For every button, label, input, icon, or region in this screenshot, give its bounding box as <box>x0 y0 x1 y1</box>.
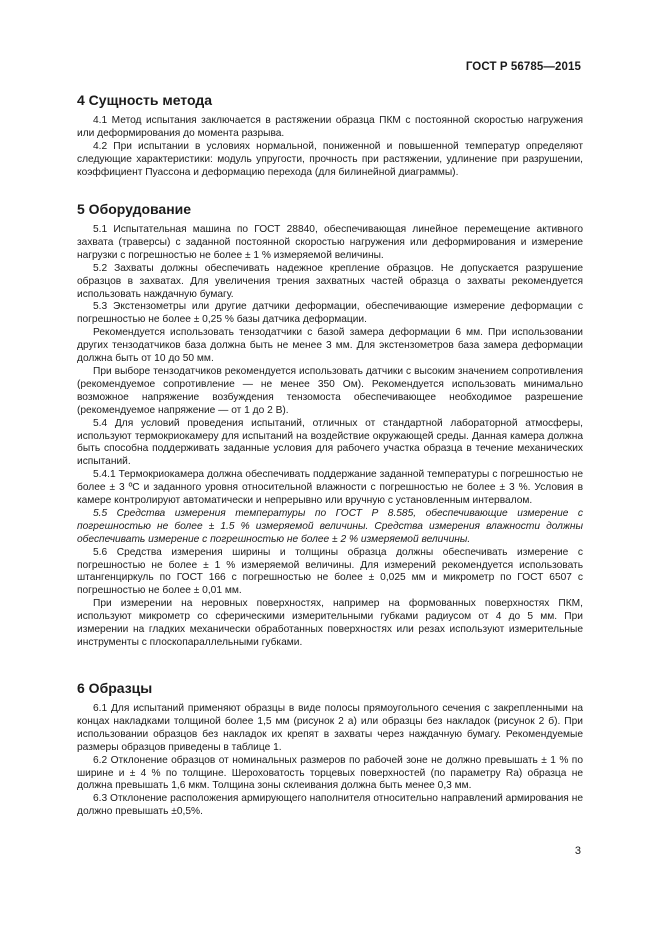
paragraph: 4.2 При испытании в условиях нормальной, пониженной и повышенной температур определяют следующие характеристики: модуль упругости, прочность при растяжении, удлинение при разрушении, коэффициент Пуассона и деформацию перехода (для билинейной диаграммы). <box>77 140 583 178</box>
paragraph: 6.2 Отклонение образцов от номинальных размеров по рабочей зоне не должно превышать ± 1 % по ширине и ± 4 % по толщине. Шероховатость торцевых поверхностей (по параметру Ra) образца не должна превышать 1,6 мкм. Толщина зоны склеивания должна быть менее 0,3 мм. <box>77 754 583 792</box>
paragraph: 5.5 Средства измерения температуры по ГОСТ Р 8.585, обеспечивающие измерение с погрешностью не более ± 1.5 % измеряемой величины. Средства измерения влажности должны обеспечивать измерение с погрешностью не более ± 2 % измеряемой величины. <box>77 507 583 545</box>
section-essence-body <box>77 115 583 180</box>
paragraph: 4.1 Метод испытания заключается в растяжении образца ПКМ с постоянной скоростью нагружения или деформирования до момента разрыва. <box>77 115 583 139</box>
paragraph: 6.1 Для испытаний применяют образцы в виде полосы прямоугольного сечения с закрепленными на концах накладками толщиной более 1,5 мм (рисунок 2 а) или образцы без накладок (рисунок 2 б). При использовании образцов без накладок их крепят в захваты через наждачную бумагу. Рекомендуемые размеры образцов приведены в таблице 1. <box>77 703 583 753</box>
paragraph: 5.6 Средства измерения ширины и толщины образца должны обеспечивать измерение с погрешностью не более ± 1 % измеряемой величины. Для измерений рекомендуется использовать штангенциркуль по ГОСТ 166 с погрешностью не более ± 0,025 мм и микрометр по ГОСТ 6507 с погрешностью не более ± 0,01 мм. <box>77 546 583 597</box>
paragraph: 5.2 Захваты должны обеспечивать надежное крепление образцов. Не допускается разрушение образцов в захватах. Для увеличения трения захватных частей образца о захваты рекомендуется использовать наждачную бумагу. <box>77 262 583 300</box>
paragraph: 5.3 Экстензометры или другие датчики деформации, обеспечивающие измерение деформации с погрешностью не более ± 0,25 % базы датчика деформации. <box>77 301 583 326</box>
paragraph: При измерении на неровных поверхностях, например на формованных поверхностях ПКМ, используют микрометр со сферическими измерительными губками радиусом от 4 до 5 мм. При измерении на гладких механически обработанных поверхностях или резах используют измерительные инструменты с плоскопараллельными губками. <box>77 598 583 648</box>
paragraph: 5.1 Испытательная машина по ГОСТ 28840, обеспечивающая линейное перемещение активного захвата (траверсы) с заданной постоянной скоростью нагружения или деформирования и измерение нагрузки с погрешностью не более ± 1 % измеряемой величины. <box>77 224 583 261</box>
paragraph: Рекомендуется использовать тензодатчики с базой замера деформации 6 мм. При использовании других тензодатчиков база должна быть не менее 3 мм. Для экстензометров база замера деформации должна быть от 10 до 50 мм. <box>77 327 583 365</box>
section-title-specimens: 6 Образцы <box>77 680 153 696</box>
document-header: ГОСТ Р 56785—2015 <box>465 61 581 73</box>
page-number: 3 <box>574 845 581 857</box>
paragraph: 5.4 Для условий проведения испытаний, отличных от стандартной лабораторной атмосферы, используют термокриокамеру для испытаний на воздействие окружающей среды. Данная камера должна быть способна поддерживать заданные условия для рабочего участка образца в течение механических испытаний. <box>77 417 583 468</box>
section-title-equipment: 5 Оборудование <box>77 201 192 217</box>
section-specimens-body <box>77 703 583 819</box>
paragraph: 6.3 Отклонение расположения армирующего наполнителя относительно направлений армирования не должно превышать ±0,5%. <box>77 793 583 818</box>
section-title-essence: 4 Сущность метода <box>77 92 213 108</box>
section-equipment-body <box>77 224 583 650</box>
paragraph: 5.4.1 Термокриокамера должна обеспечивать поддержание заданной температуры с погрешностью не более ± 3 ºС и заданного уровня относительной влажности с погрешностью не более ± 3 %. Условия в камере контролируют автоматически и непрерывно или вручную с установленным интервалом. <box>77 469 583 507</box>
paragraph: При выборе тензодатчиков рекомендуется использовать датчики с высоким значением сопротивления (рекомендуемое сопротивление — не менее 350 Ом). Рекомендуется использовать минимально возможное напряжение возбуждения тензомоста обеспечивающее необходимое разрешение (рекомендуемое напряжение — от 1 до 2 В). <box>77 365 583 416</box>
